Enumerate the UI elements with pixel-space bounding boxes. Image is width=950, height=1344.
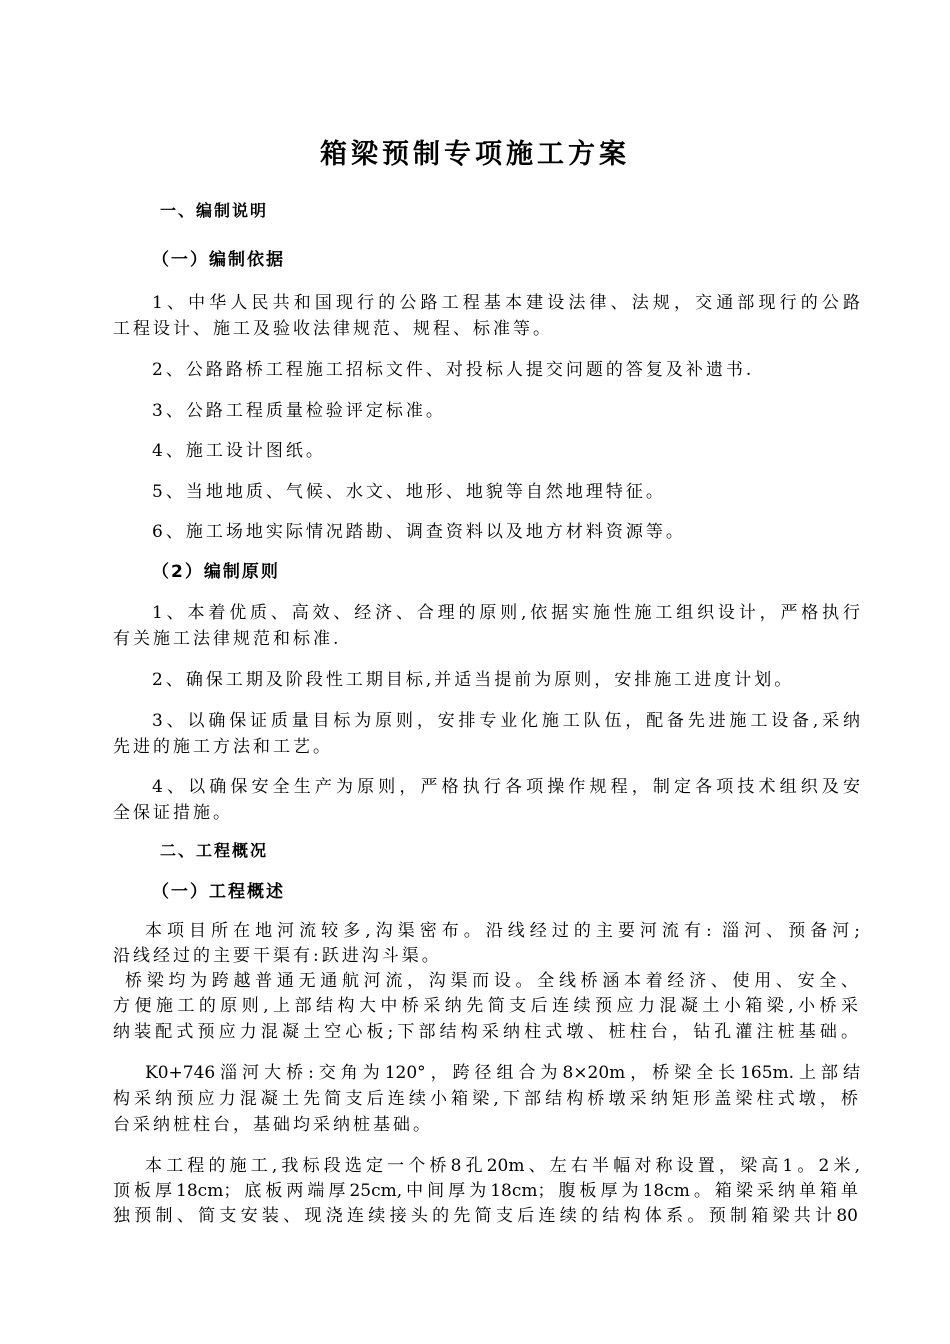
document-title: 箱梁预制专项施工方案 bbox=[320, 139, 630, 170]
basis-item-6: 6、施工场地实际情况踏勘、调查资料以及地方材料资源等。 bbox=[152, 522, 686, 542]
principles-item-1-line-1: 1、本着优质、高效、经济、合理的原则,依据实施性施工组织设计，严格执行 bbox=[152, 603, 860, 623]
principles-item-1-line-2: 有关施工法律规范和标准. bbox=[113, 629, 342, 649]
overview-paragraph-2-line-2: 方便施工的原则,上部结构大中桥采纳先简支后连续预应力混凝土小箱梁,小桥采 bbox=[113, 996, 858, 1016]
overview-paragraph-2-line-1: 桥梁均为跨越普通无通航河流，沟渠而设。全线桥涵本着经济、使用、安全、 bbox=[125, 971, 858, 991]
subsection-heading-basis: （一）编制依据 bbox=[152, 250, 285, 270]
principles-item-3-line-2: 先进的施工方法和工艺。 bbox=[113, 737, 333, 757]
basis-item-1-line-2: 工程设计、施工及验收法律规范、规程、标准等。 bbox=[113, 319, 553, 339]
section-heading-compilation-notes: 一、编制说明 bbox=[160, 201, 269, 220]
principles-item-3-line-1: 3、以确保证质量目标为原则，安排专业化施工队伍，配备先进施工设备,采纳 bbox=[152, 711, 860, 731]
subsection-heading-principles: （2）编制原则 bbox=[152, 562, 280, 582]
principles-item-2: 2、确保工期及阶段性工期目标,并适当提前为原则，安排施工进度计划。 bbox=[152, 670, 795, 690]
overview-paragraph-4-line-1: 本工程的施工,我标段选定一个桥8孔20m、左右半幅对称设置，梁高1。2米, bbox=[145, 1156, 860, 1176]
overview-paragraph-4-line-3: 独预制、简支安装、现浇连续接头的先简支后连续的结构体系。预制箱梁共计80 bbox=[113, 1206, 858, 1226]
overview-paragraph-1-line-2: 沿线经过的主要干渠有:跃进沟斗渠。 bbox=[113, 946, 442, 966]
principles-item-4-line-1: 4、以确保安全生产为原则，严格执行各项操作规程，制定各项技术组织及安 bbox=[152, 777, 860, 797]
overview-paragraph-3-line-1: K0+746淄河大桥:交角为120°，跨径组合为8×20m，桥梁全长165m.上部结 bbox=[145, 1063, 860, 1083]
basis-item-5: 5、当地地质、气候、水文、地形、地貌等自然地理特征。 bbox=[152, 482, 666, 502]
basis-item-1-line-1: 1、中华人民共和国现行的公路工程基本建设法律、法规，交通部现行的公路 bbox=[152, 293, 860, 313]
principles-item-4-line-2: 全保证措施。 bbox=[113, 803, 233, 823]
basis-item-3: 3、公路工程质量检验评定标准。 bbox=[152, 401, 446, 421]
basis-item-2: 2、公路路桥工程施工招标文件、对投标人提交问题的答复及补遗书. bbox=[152, 360, 755, 380]
overview-paragraph-4-line-2: 顶板厚18cm；底板两端厚25cm,中间厚为18cm；腹板厚为18cm。箱梁采纳单箱单 bbox=[113, 1181, 858, 1201]
overview-paragraph-3-line-2: 构采纳预应力混凝土先简支后连续小箱梁,下部结构桥墩采纳矩形盖梁柱式墩，桥 bbox=[113, 1089, 858, 1109]
overview-paragraph-2-line-3: 纳装配式预应力混凝土空心板;下部结构采纳柱式墩、桩柱台，钻孔灌注桩基础。 bbox=[113, 1022, 858, 1042]
overview-paragraph-1-line-1: 本项目所在地河流较多,沟渠密布。沿线经过的主要河流有: 淄河、预备河; bbox=[145, 921, 860, 941]
subsection-heading-overview: （一）工程概述 bbox=[152, 882, 285, 902]
overview-paragraph-3-line-3: 台采纳桩柱台，基础均采纳桩基础。 bbox=[113, 1115, 433, 1135]
basis-item-4: 4、施工设计图纸。 bbox=[152, 441, 326, 461]
section-heading-project-overview: 二、工程概况 bbox=[160, 841, 269, 860]
